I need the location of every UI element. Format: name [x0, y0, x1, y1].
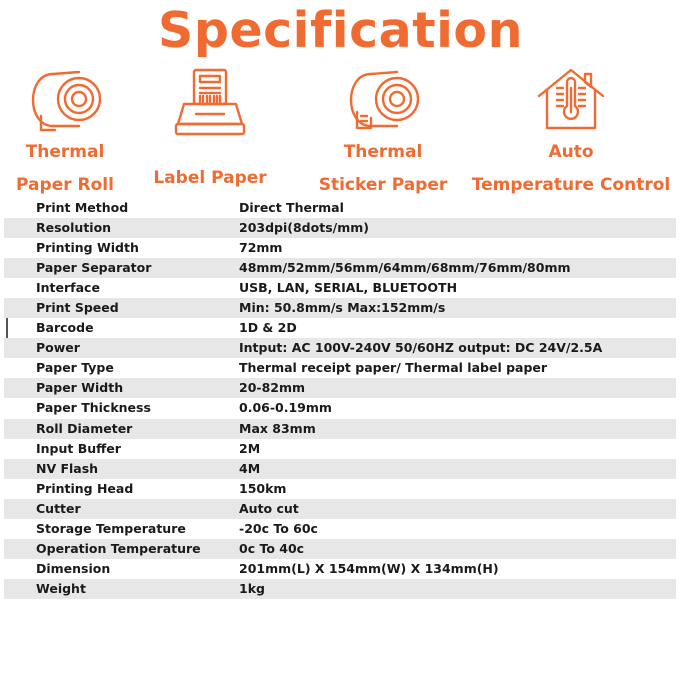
spec-value: 48mm/52mm/56mm/64mm/68mm/76mm/80mm: [239, 260, 571, 276]
feature-label-line1: Auto: [548, 142, 594, 162]
spec-key: Paper Type: [36, 360, 114, 376]
spec-key: Storage Temperature: [36, 520, 186, 536]
spec-row-weight: [4, 579, 676, 599]
spec-row-paper-width: [4, 378, 676, 398]
spec-value: Thermal receipt paper/ Thermal label paper: [239, 360, 548, 376]
spec-key: Print Speed: [36, 300, 119, 316]
spec-key: Resolution: [36, 220, 112, 236]
spec-row-roll-diameter: [4, 419, 676, 439]
spec-row-resolution: [4, 218, 676, 238]
spec-row-cutter: [4, 499, 676, 519]
spec-value: USB, LAN, SERIAL, BLUETOOTH: [239, 280, 458, 296]
feature-label-line2: Paper Roll: [16, 175, 114, 195]
spec-value: Max 83mm: [239, 420, 316, 436]
spec-value: 0.06-0.19mm: [239, 400, 332, 416]
page-title: Specification: [158, 2, 523, 59]
feature-label-line1: Label Paper: [153, 168, 267, 188]
feature-thermal-sticker-paper: [316, 66, 450, 198]
feature-auto-temperature-control: [468, 66, 674, 198]
spec-row-paper-thickness: [4, 398, 676, 418]
spec-value: 1kg: [239, 580, 265, 596]
feature-label-line1: Thermal: [343, 142, 423, 162]
spec-key: Dimension: [36, 560, 111, 576]
spec-row-input-buffer: [4, 439, 676, 459]
spec-key: Barcode: [36, 320, 94, 336]
spec-key: Paper Separator: [36, 260, 152, 276]
feature-thermal-paper-roll: [10, 66, 120, 198]
feature-label-line2: Temperature Control: [471, 175, 671, 195]
spec-key: Cutter: [36, 500, 81, 516]
spec-key: Print Method: [36, 200, 129, 216]
house-thermometer-icon: [535, 66, 607, 132]
spec-value: Intput: AC 100V-240V 50/60HZ output: DC 24V/2.5A: [239, 340, 603, 356]
spec-key: Paper Thickness: [36, 400, 151, 416]
spec-key: Printing Head: [36, 480, 134, 496]
spec-key: Input Buffer: [36, 440, 121, 456]
spec-row-dimension: [4, 559, 676, 579]
spec-key: NV Flash: [36, 460, 99, 476]
specification-table: [4, 198, 676, 599]
spec-row-nv-flash: [4, 459, 676, 479]
spec-value: Min: 50.8mm/s Max:152mm/s: [239, 300, 446, 316]
spec-value: 0c To 40c: [239, 540, 305, 556]
spec-key: Operation Temperature: [36, 540, 201, 556]
thermal-paper-roll-icon: [29, 66, 101, 132]
spec-value: 201mm(L) X 154mm(W) X 134mm(H): [239, 560, 499, 576]
spec-value: Auto cut: [239, 500, 299, 516]
spec-key: Roll Diameter: [36, 420, 133, 436]
spec-row-paper-type: [4, 358, 676, 378]
feature-label-line2: Sticker Paper: [318, 175, 448, 195]
spec-value: Direct Thermal: [239, 200, 344, 216]
spec-value: -20c To 60c: [239, 520, 318, 536]
thermal-sticker-roll-icon: [347, 66, 419, 132]
spec-value: 4M: [239, 460, 261, 476]
spec-key: Interface: [36, 280, 100, 296]
spec-row-interface: [4, 278, 676, 298]
spec-value: 203dpi(8dots/mm): [239, 220, 369, 236]
spec-key: Printing Width: [36, 240, 139, 256]
spec-value: 1D & 2D: [239, 320, 297, 336]
label-paper-printer-icon: [170, 66, 250, 138]
spec-key: Weight: [36, 580, 86, 596]
spec-row-printing-head: [4, 479, 676, 499]
spec-row-print-method: [4, 198, 676, 218]
spec-value: 150km: [239, 480, 287, 496]
feature-icons-row: [0, 66, 681, 195]
spec-row-barcode: [4, 318, 676, 338]
spec-value: 2M: [239, 440, 261, 456]
spec-row-printing-width: [4, 238, 676, 258]
spec-row-print-speed: [4, 298, 676, 318]
spec-row-power: [4, 338, 676, 358]
spec-key: Paper Width: [36, 380, 124, 396]
spec-row-storage-temperature: [4, 519, 676, 539]
spec-value: 72mm: [239, 240, 283, 256]
spec-row-operation-temperature: [4, 539, 676, 559]
feature-label-paper: [150, 66, 270, 191]
feature-label-line1: Thermal: [25, 142, 105, 162]
spec-row-paper-separator: [4, 258, 676, 278]
spec-value: 20-82mm: [239, 380, 306, 396]
spec-key: Power: [36, 340, 80, 356]
